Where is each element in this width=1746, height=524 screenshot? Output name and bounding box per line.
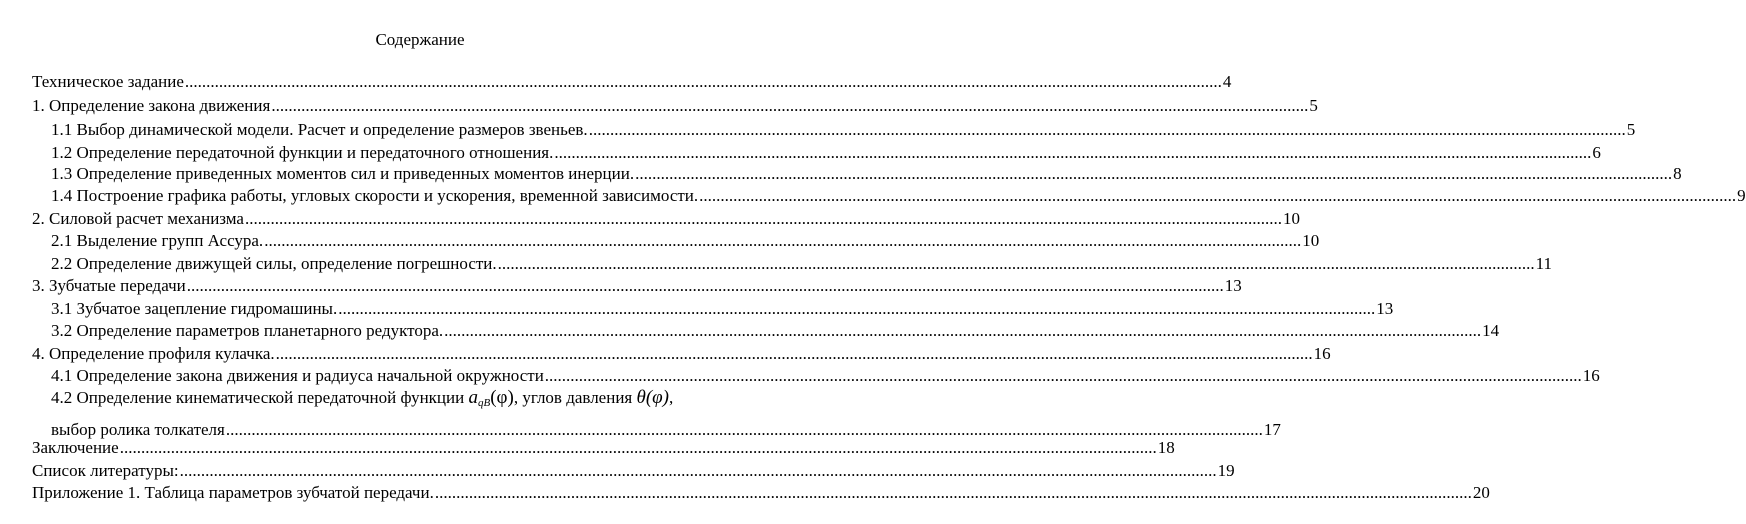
toc-leader-dots: .................................................................................................................................................................................................................................................... bbox=[184, 72, 1222, 91]
toc-leader-dots: .................................................................................................................................................................................................................................................... bbox=[338, 299, 1376, 318]
toc-entry[interactable] bbox=[51, 230, 1320, 251]
toc-entry-page: 11 bbox=[1535, 254, 1553, 273]
toc-entry-label: Заключение bbox=[32, 438, 119, 457]
toc-leader-dots: .................................................................................................................................................................................................................................................... bbox=[264, 231, 1302, 250]
toc-entry[interactable] bbox=[51, 163, 1682, 184]
toc-entry[interactable] bbox=[32, 275, 1242, 296]
toc-entry-4-2[interactable] bbox=[51, 387, 1281, 440]
toc-leader-dots: .................................................................................................................................................................................................................................................... bbox=[225, 420, 1263, 439]
toc-entry-label: 1.3 Определение приведенных моментов сил и приведенных моментов инерции. bbox=[51, 164, 635, 183]
toc-entry-label: 3.1 Зубчатое зацепление гидромашины. bbox=[51, 299, 338, 318]
toc-entry-label: 3. Зубчатые передачи bbox=[32, 276, 186, 295]
toc-entry-label-line2: выбор ролика толкателя bbox=[51, 420, 225, 439]
toc-entry-page: 13 bbox=[1224, 276, 1242, 295]
toc-entry[interactable] bbox=[51, 298, 1394, 319]
toc-entry-line1 bbox=[51, 387, 821, 414]
toc-entry-page: 13 bbox=[1376, 299, 1394, 318]
toc-entry[interactable] bbox=[51, 119, 1636, 140]
toc-entry[interactable] bbox=[51, 320, 1500, 341]
toc-entry-page: 10 bbox=[1282, 209, 1300, 228]
toc-entry-page: 4 bbox=[1222, 72, 1232, 91]
toc-entry-label: 2.2 Определение движущей силы, определение погрешности. bbox=[51, 254, 497, 273]
toc-leader-dots: .................................................................................................................................................................................................................................................... bbox=[444, 321, 1482, 340]
toc-entry-label: 1.4 Построение графика работы, угловых скорости и ускорения, временной зависимости. bbox=[51, 186, 699, 205]
toc-entry-page: 19 bbox=[1217, 461, 1235, 480]
formula-theta: θ(φ) bbox=[636, 387, 669, 408]
toc-leader-dots: .................................................................................................................................................................................................................................................... bbox=[588, 120, 1626, 139]
toc-entry[interactable] bbox=[32, 71, 1232, 92]
toc-leader-dots: .................................................................................................................................................................................................................................................... bbox=[554, 143, 1592, 162]
toc-leader-dots: .................................................................................................................................................................................................................................................... bbox=[244, 209, 1282, 228]
toc-leader-dots: .................................................................................................................................................................................................................................................... bbox=[186, 276, 1224, 295]
toc-leader-dots: .................................................................................................................................................................................................................................................... bbox=[497, 254, 1535, 273]
toc-entry[interactable] bbox=[32, 95, 1318, 116]
toc-entry-label-suffix: , bbox=[669, 388, 674, 407]
toc-entry-label: 4. Определение профиля кулачка. bbox=[32, 344, 275, 363]
toc-entry-page: 5 bbox=[1626, 120, 1636, 139]
page-title: Содержание bbox=[375, 30, 465, 49]
toc-entry[interactable] bbox=[51, 142, 1601, 163]
toc-entry[interactable] bbox=[32, 208, 1300, 229]
toc-leader-dots: .................................................................................................................................................................................................................................................... bbox=[271, 96, 1309, 115]
toc-entry[interactable] bbox=[51, 253, 1553, 274]
toc-entry-label: 1. Определение закона движения bbox=[32, 96, 271, 115]
toc-entry[interactable] bbox=[32, 437, 1175, 458]
toc-leader-dots: .................................................................................................................................................................................................................................................... bbox=[179, 461, 1217, 480]
toc-entry-page: 10 bbox=[1302, 231, 1320, 250]
toc-entry-label: Техническое задание bbox=[32, 72, 184, 91]
toc-entry-page: 16 bbox=[1582, 366, 1600, 385]
toc-entry[interactable] bbox=[32, 343, 1331, 364]
toc-entry-label: 2. Силовой расчет механизма bbox=[32, 209, 244, 228]
toc-entry[interactable] bbox=[32, 482, 1490, 503]
toc-entry-label: Приложение 1. Таблица параметров зубчатой передачи. bbox=[32, 483, 434, 502]
toc-leader-dots: .................................................................................................................................................................................................................................................... bbox=[699, 186, 1737, 205]
toc-entry-page: 6 bbox=[1592, 143, 1601, 162]
toc-entry[interactable] bbox=[32, 460, 1235, 481]
toc-entry-label: 4.1 Определение закона движения и радиуса начальной окружности bbox=[51, 366, 544, 385]
toc-leader-dots: .................................................................................................................................................................................................................................................... bbox=[275, 344, 1313, 363]
toc-leader-dots: .................................................................................................................................................................................................................................................... bbox=[434, 483, 1472, 502]
toc-entry-label: 2.1 Выделение групп Ассура. bbox=[51, 231, 264, 250]
toc-entry-page: 14 bbox=[1482, 321, 1500, 340]
toc-entry-label-middle: , углов давления bbox=[513, 388, 637, 407]
toc-entry-page: 18 bbox=[1157, 438, 1175, 457]
toc-leader-dots: .................................................................................................................................................................................................................................................... bbox=[119, 438, 1157, 457]
toc-entry-label: 1.1 Выбор динамической модели. Расчет и определение размеров звеньев. bbox=[51, 120, 588, 139]
formula-a: $a_{qB}(\varphi)$ bbox=[468, 387, 514, 409]
toc-entry-page: 16 bbox=[1313, 344, 1331, 363]
toc-entry[interactable] bbox=[51, 185, 1746, 206]
toc-entry-label: 1.2 Определение передаточной функции и передаточного отношения. bbox=[51, 143, 554, 162]
toc-entry-page: 9 bbox=[1737, 186, 1746, 205]
toc-entry-page: 17 bbox=[1263, 420, 1281, 439]
toc-entry-page: 8 bbox=[1673, 164, 1682, 183]
toc-leader-dots: .................................................................................................................................................................................................................................................... bbox=[635, 164, 1673, 183]
toc-entry-label: 4.2 Определение кинематической передаточной функции bbox=[51, 388, 469, 407]
toc-entry-page: 20 bbox=[1472, 483, 1490, 502]
toc-entry-label: Список литературы: bbox=[32, 461, 179, 480]
toc-entry-page: 5 bbox=[1309, 96, 1318, 115]
toc-leader-dots: .................................................................................................................................................................................................................................................... bbox=[544, 366, 1582, 385]
toc-entry[interactable] bbox=[51, 365, 1600, 386]
toc-entry-label: 3.2 Определение параметров планетарного редуктора. bbox=[51, 321, 444, 340]
